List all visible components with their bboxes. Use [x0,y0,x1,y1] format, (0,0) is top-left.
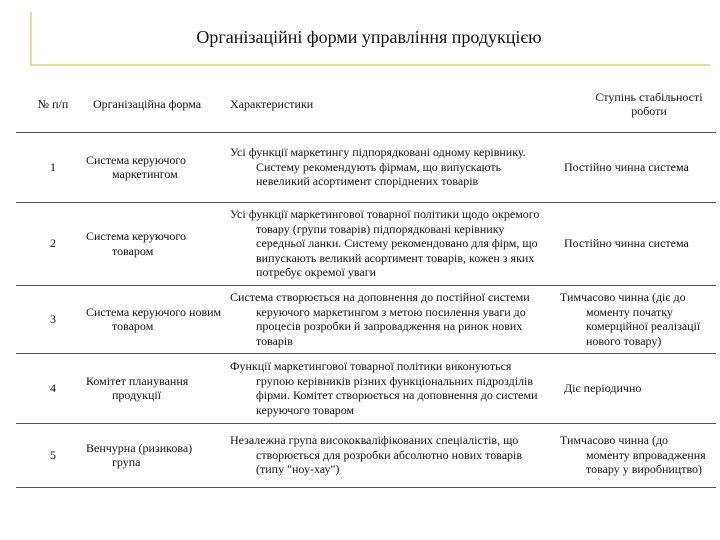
row-form: Система керуючого товаром [78,202,222,285]
page-title: Організаційні форми управління продукцією [196,27,542,47]
row-form: Комітет планування продукції [78,353,222,423]
table-row [16,202,716,285]
row-num: 3 [16,285,78,353]
header-stability: Ступінь стабільності роботи [595,89,703,119]
row-stability: Постійно чинна система [556,202,716,285]
row-num: 1 [16,132,78,202]
row-num: 2 [16,202,78,285]
table-row [16,353,716,423]
table-row [16,285,716,353]
row-form: Система керуючого новим товаром [78,285,222,353]
row-form: Венчурна (ризикова) група [78,423,222,487]
row-stability: Постійно чинна система [556,132,716,202]
decorative-horizontal-line [30,64,710,66]
row-num: 4 [16,353,78,423]
row-characteristics: Усі функції маркетингової товарної політики щодо окремого товару (групи товарів) підпорядковані керівнику середньої ланки. Систему рекомендовано для фірм, що випускають великий асортимент товарів, кожен з яких потребує окремої уваги [222,202,556,285]
row-stability: Тимчасово чинна (до моменту впровадження товару у виробництво) [556,423,716,487]
row-num: 5 [16,423,78,487]
header-form: Організаційна форма [92,97,202,111]
organizational-forms-table [16,77,716,488]
row-stability: Тимчасово чинна (діє до моменту початку комерційної реалізації нового товару) [556,285,716,353]
row-characteristics: Незалежна група висококваліфікованих спеціалістів, що створюється для розробки абсолютно нових товарів (типу "ноу-хау") [222,423,556,487]
header-num: № п/п [37,97,69,111]
table-header-row [16,77,716,132]
table-row [16,132,716,202]
table-row [16,423,716,487]
header-characteristics: Характеристики [230,97,314,111]
row-characteristics: Усі функції маркетингу підпорядковані одному керівнику. Систему рекомендують фірмам, що випускають невеликий асортимент споріднених товарів [222,132,556,202]
row-characteristics: Система створюється на доповнення до постійної системи керуючого маркетингом з метою посилення уваги до процесів розробки й запровадження на ринок нових товарів [222,285,556,353]
row-form: Система керуючого маркетингом [78,132,222,202]
row-stability: Діє періодично [556,353,716,423]
row-characteristics: Функції маркетингової товарної політики виконуються групою керівників різних функціональних підрозділів фірми. Комітет створюється на доповнення до системи керуючого товаром [222,353,556,423]
